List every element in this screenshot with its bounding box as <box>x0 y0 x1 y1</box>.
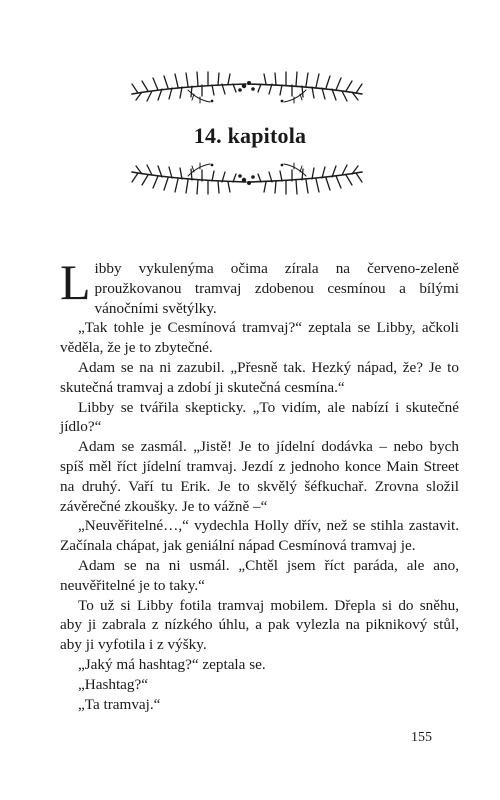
page-number: 155 <box>411 730 432 745</box>
paragraph-1 <box>60 254 459 318</box>
drop-cap: L <box>60 254 91 310</box>
paragraph-text: ibby vykulenýma očima zírala na červeno-zeleně proužkovanou tramvaj zdobenou cesmínou a bílými vánočními světýlky. <box>94 260 459 317</box>
paragraph-4: Libby se tvářila skepticky. „To vidím, ale nabízí i skutečné jídlo?“ <box>60 398 459 436</box>
paragraph-10: „Hashtag?“ <box>78 675 148 693</box>
paragraph-11: „Ta tramvaj.“ <box>78 695 161 713</box>
chapter-text <box>60 254 459 714</box>
pine-branch-bottom-icon <box>128 160 366 206</box>
paragraph-5: Adam se zasmál. „Jistě! Je to jídelní dodávka – nebo bych spíš měl říct jídelní tramvaj. Jezdí z jednoho konce Main Street na druhý. Vaří tu Erik. Je to skvělý šéfkuchař. Zrovna složil závěrečné zkoušky. Je to vážně –“ <box>60 438 459 515</box>
paragraph-7: Adam se na ni usmál. „Chtěl jsem říct paráda, ale ano, neuvěřitelné je to taky.“ <box>60 556 459 594</box>
paragraph-8: To už si Libby fotila tramvaj mobilem. Dřepla si do sněhu, aby ji zabrala z nízkého úhlu, a pak vylezla na piknikový stůl, aby ji vyfotila i z výšky. <box>60 596 459 654</box>
chapter-title: 14. kapitola <box>193 123 307 148</box>
paragraph-2: „Tak tohle je Cesmínová tramvaj?“ zeptala se Libby, ačkoli věděla, že je to zbytečné. <box>60 319 459 357</box>
paragraph-6: „Neuvěřitelné…,“ vydechla Holly dřív, než se stihla zastavit. Začínala chápat, jak geniální nápad Cesmínová tramvaj je. <box>60 517 459 555</box>
pine-branch-top-icon <box>128 60 366 106</box>
paragraph-9: „Jaký má hashtag?“ zeptala se. <box>78 655 266 673</box>
paragraph-3: Adam se na ni zazubil. „Přesně tak. Hezký nápad, že? Je to skutečná tramvaj a zdobí ji skutečná cesmína.“ <box>60 358 459 396</box>
